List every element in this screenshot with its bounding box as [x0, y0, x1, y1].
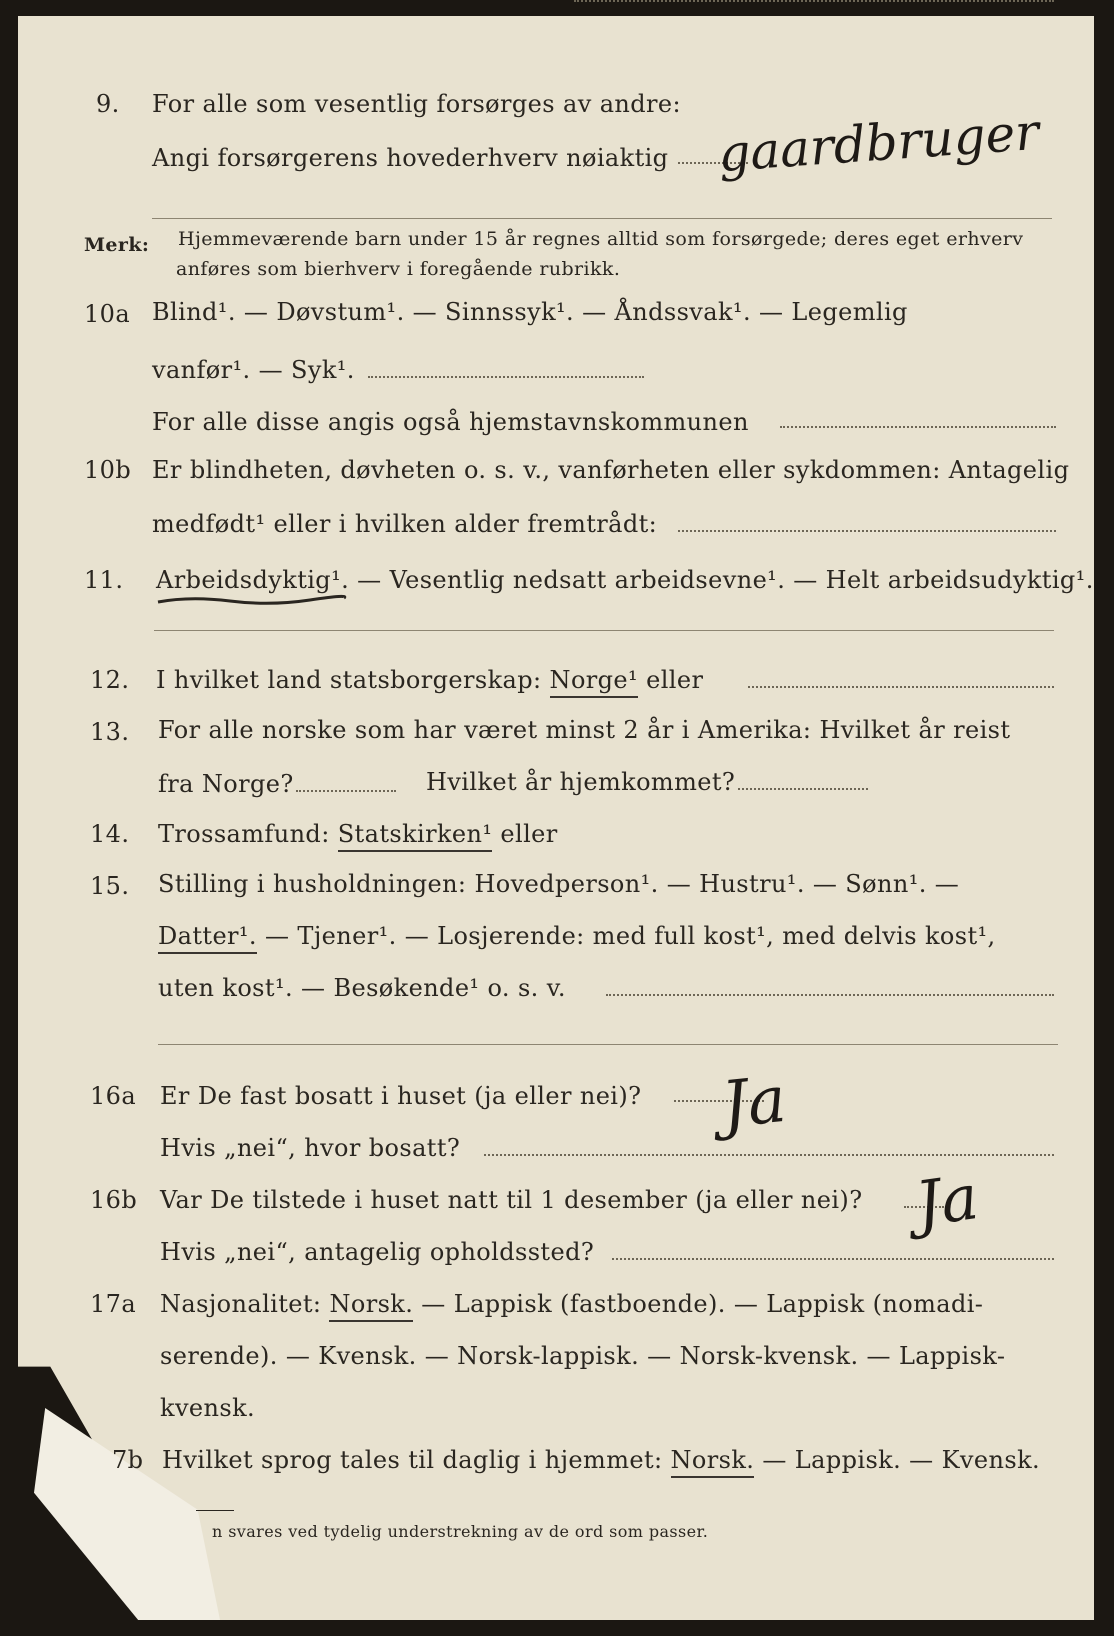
q14-answer-statskirken: Statskirken¹ [338, 820, 493, 852]
q17a-line2: serende). — Kvensk. — Norsk-lappisk. — Norsk-kvensk. — Lappisk- [160, 1342, 1006, 1370]
q14-text [158, 820, 558, 848]
q13-reist-line [296, 790, 396, 792]
q15-line1: Stilling i husholdningen: Hovedperson¹. — Hustru¹. — Sønn¹. — [158, 870, 960, 898]
footnote-text: n svares ved tydelig understrekning av de ord som passer. [212, 1522, 709, 1541]
q13-line1: For alle norske som har været minst 2 år i Amerika: Hvilket år reist [158, 716, 1011, 744]
q10b-answer-line [678, 530, 1056, 532]
q16b-line1: Var De tilstede i huset natt til 1 desember (ja eller nei)? [160, 1186, 863, 1214]
merk-label: Merk: [84, 234, 150, 256]
q17b-number: 7b [112, 1446, 144, 1474]
q13-number: 13. [90, 718, 130, 746]
q17b-text [162, 1446, 1040, 1474]
separator-line-3 [158, 1044, 1058, 1045]
q10b-line1: Er blindheten, døvheten o. s. v., vanførheten eller sykdommen: Antagelig [152, 456, 1070, 484]
q12-question: I hvilket land statsborgerskap: [156, 666, 542, 694]
q17b-question: Hvilket sprog tales til daglig i hjemmet: [162, 1446, 663, 1474]
q14-question: Trossamfund: [158, 820, 330, 848]
q11-text [156, 566, 1094, 594]
q10b-number: 10b [84, 456, 132, 484]
q15-answer-datter: Datter¹. [158, 922, 257, 954]
q17b-answer-norsk: Norsk. [671, 1446, 755, 1478]
footnote-rule [196, 1510, 234, 1511]
q13-line2b: Hvilket år hjemkommet? [426, 768, 736, 796]
q17a-question: Nasjonalitet: [160, 1290, 322, 1318]
q10a-number: 10a [84, 300, 131, 328]
q10a-line3: For alle disse angis også hjemstavnskommunen [152, 408, 749, 436]
q10b-line2: medfødt¹ eller i hvilken alder fremtrådt: [152, 510, 658, 538]
q9-line1: For alle som vesentlig forsørges av andre: [152, 90, 682, 118]
q12-eller: eller [646, 666, 704, 694]
q10a-line2: vanfør¹. — Syk¹. [152, 356, 355, 384]
q15-line2-rest: — Tjener¹. — Losjerende: med full kost¹, med delvis kost¹, [265, 922, 996, 950]
q15-number: 15. [90, 872, 130, 900]
q14-eller: eller [500, 820, 558, 848]
merk-line2: anføres som bierhverv i foregående rubrikk. [176, 258, 621, 280]
q10a-kommune-line [780, 426, 1056, 428]
q16b-number: 16b [90, 1186, 138, 1214]
separator-line-2 [154, 630, 1054, 631]
q14-number: 14. [90, 820, 130, 848]
q15-line3: uten kost¹. — Besøkende¹ o. s. v. [158, 974, 566, 1002]
q14-answer-line [574, 0, 1054, 2]
q16a-line1: Er De fast bosatt i huset (ja eller nei)? [160, 1082, 642, 1110]
q17a-line1 [160, 1290, 983, 1318]
q16a-handwritten-answer: Ja [718, 1062, 790, 1144]
q16b-line2: Hvis „nei“, antagelig opholdssted? [160, 1238, 595, 1266]
separator-line [152, 218, 1052, 219]
merk-line1: Hjemmeværende barn under 15 år regnes alltid som forsørgede; deres eget erhverv [178, 228, 1024, 250]
q17a-line1-rest: — Lappisk (fastboende). — Lappisk (nomadi- [421, 1290, 984, 1318]
q12-text [156, 666, 703, 694]
q9-number: 9. [96, 90, 120, 118]
q17b-rest: — Lappisk. — Kvensk. [762, 1446, 1041, 1474]
q12-answer-line [748, 686, 1054, 688]
q13-line2a: fra Norge? [158, 770, 294, 798]
q16a-line2: Hvis „nei“, hvor bosatt? [160, 1134, 461, 1162]
q16a-bosatt-line [484, 1154, 1054, 1156]
q10a-line1: Blind¹. — Døvstum¹. — Sinnssyk¹. — Åndssvak¹. — Legemlig [152, 298, 908, 326]
q12-answer-norge: Norge¹ [550, 666, 639, 698]
census-form-page [18, 16, 1094, 1620]
q10a-answer-line [368, 376, 644, 378]
q9-handwritten-answer: gaardbruger [716, 102, 1041, 184]
q9-line2: Angi forsørgerens hovederhverv nøiaktig [152, 144, 669, 172]
q11-other-options: — Vesentlig nedsatt arbeidsevne¹. — Helt arbeidsudyktig¹. [349, 566, 1094, 594]
q15-answer-line [606, 994, 1054, 996]
q11-option-arbeidsdyktig: Arbeidsdyktig¹. [156, 566, 350, 594]
q11-number: 11. [84, 566, 124, 594]
q11-wavy-underline [150, 594, 350, 610]
q12-number: 12. [90, 666, 130, 694]
q15-line2 [158, 922, 996, 950]
q16b-opholdssted-line [612, 1258, 1054, 1260]
q16a-number: 16a [90, 1082, 137, 1110]
q17a-answer-norsk: Norsk. [329, 1290, 413, 1322]
q16b-handwritten-answer: Ja [911, 1160, 983, 1241]
q17a-number: 17a [90, 1290, 137, 1318]
q17a-line3: kvensk. [160, 1394, 256, 1422]
q13-hjemkommet-line [738, 788, 868, 790]
